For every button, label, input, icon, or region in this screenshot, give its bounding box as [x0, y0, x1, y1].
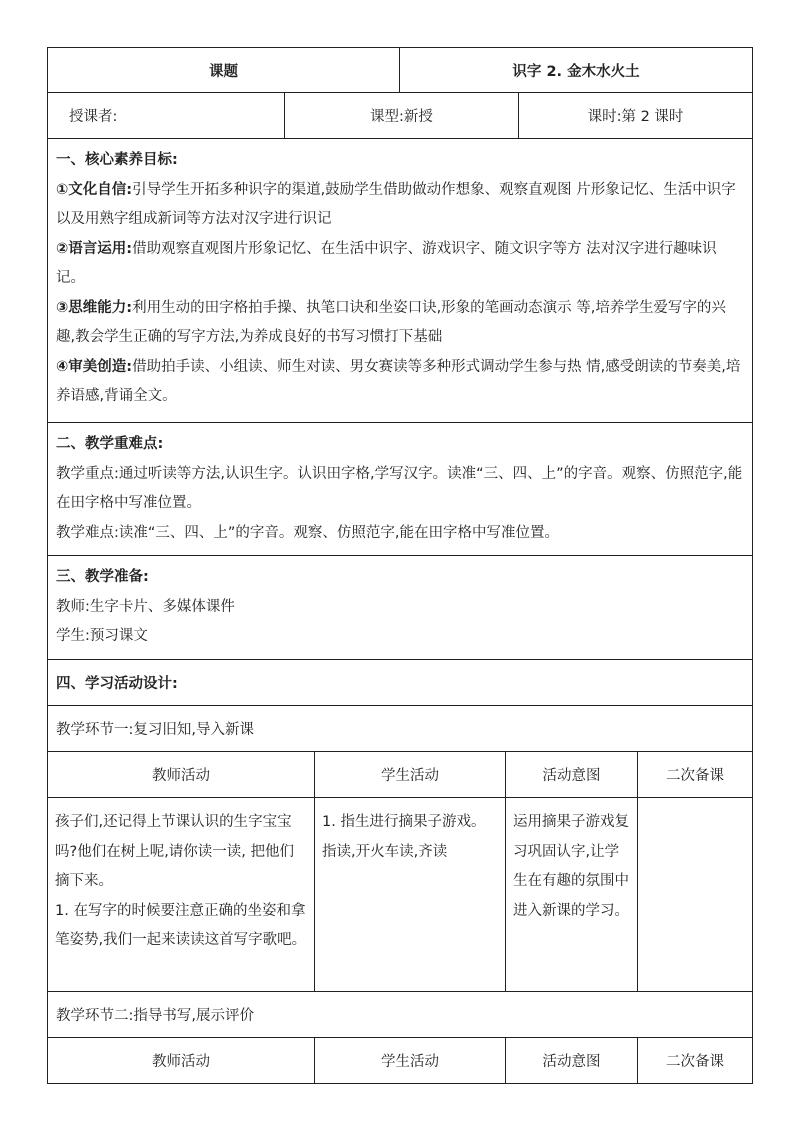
step1-student-activity: 1. 指生进行摘果子游戏。 指读,开火车读,齐读	[315, 798, 506, 991]
goals-section	[47, 139, 753, 423]
key-points-section	[47, 423, 753, 556]
teacher-preparation: 教师:生字卡片、多媒体课件	[56, 598, 235, 615]
goal-item	[56, 353, 744, 412]
step2-columns-row	[47, 1038, 753, 1084]
goal-item	[56, 235, 744, 294]
goal-text: 借助观察直观图片形象记忆、在生活中识字、游戏识字、随文识字等方 法对汉字进行趣味识记。	[56, 240, 717, 286]
student-preparation: 学生:预习课文	[56, 628, 148, 644]
goal-text: 借助拍手读、小组读、师生对读、男女赛读等多种形式调动学生参与热 情,感受朗读的节奏美,培养语感,背诵全文。	[56, 358, 741, 404]
step1-second-prep	[638, 798, 752, 991]
goal-text: 利用生动的田字格拍手操、执笔口诀和坐姿口诀,形象的笔画动态演示 等,培养学生爱写字的兴趣,教会学生正确的写字方法,为养成良好的书写习惯打下基础	[56, 299, 726, 345]
step1-content-row	[47, 798, 753, 992]
teaching-focus: 教学重点:通过听读等方法,认识生字。认识田字格,学写汉字。读准“三、四、上”的字音。观察、仿照范字,能在田字格中写准位置。	[56, 465, 743, 511]
preparation-heading: 三、教学准备:	[56, 569, 149, 585]
activity-heading-row	[47, 660, 753, 706]
goal-label: ③思维能力:	[56, 299, 133, 316]
column-activity-intent: 活动意图	[506, 752, 638, 797]
lesson-period: 课时:第 2 课时	[587, 109, 684, 125]
goal-label: ②语言运用:	[56, 240, 133, 257]
step1-title: 教学环节一:复习旧知,导入新课	[56, 722, 254, 738]
activity-heading: 四、学习活动设计:	[56, 676, 178, 692]
lesson-type: 课型:新授	[285, 93, 519, 138]
step1-title-row	[47, 706, 753, 752]
key-points-heading: 二、教学重难点:	[56, 436, 164, 452]
teaching-difficulty: 教学难点:读准“三、四、上”的字音。观察、仿照范字,能在田字格中写准位置。	[56, 524, 560, 541]
goals-heading: 一、核心素养目标:	[56, 152, 178, 168]
goal-label: ④审美创造:	[56, 358, 133, 375]
step2-title-row	[47, 992, 753, 1038]
column-teacher-activity: 教师活动	[48, 752, 315, 797]
goal-item	[56, 176, 744, 235]
column-student-activity: 学生活动	[315, 1038, 506, 1083]
lesson-title: 识字 2. 金木水火土	[512, 63, 640, 80]
title-label: 课题	[48, 48, 400, 92]
step2-title: 教学环节二:指导书写,展示评价	[56, 1008, 254, 1024]
step1-activity-intent: 运用摘果子游戏复习巩固认字,让学生在有趣的氛围中进入新课的学习。	[506, 798, 638, 991]
column-activity-intent: 活动意图	[506, 1038, 638, 1083]
preparation-section	[47, 556, 753, 660]
column-student-activity: 学生活动	[315, 752, 506, 797]
goal-text: 引导学生开拓多种识字的渠道,鼓励学生借助做动作想象、观察直观图 片形象记忆、生活中识字以及用熟字组成新词等方法对汉字进行识记	[56, 181, 736, 227]
column-second-prep: 二次备课	[666, 1054, 724, 1070]
teacher-label: 授课者:	[48, 93, 285, 138]
title-row	[47, 47, 753, 93]
column-teacher-activity: 教师活动	[48, 1038, 315, 1083]
column-second-prep: 二次备课	[666, 768, 724, 784]
goal-item	[56, 294, 744, 353]
meta-row	[47, 93, 753, 139]
lesson-plan-table	[47, 47, 753, 1084]
step1-columns-row	[47, 752, 753, 798]
step1-teacher-activity: 孩子们,还记得上节课认识的生字宝宝吗?他们在树上呢,请你读一读, 把他们摘下来。 1. 在写字的时候要注意正确的坐姿和拿笔姿势,我们一起来读读这首写字歌吧。	[48, 798, 315, 991]
goal-label: ①文化自信:	[56, 181, 133, 198]
